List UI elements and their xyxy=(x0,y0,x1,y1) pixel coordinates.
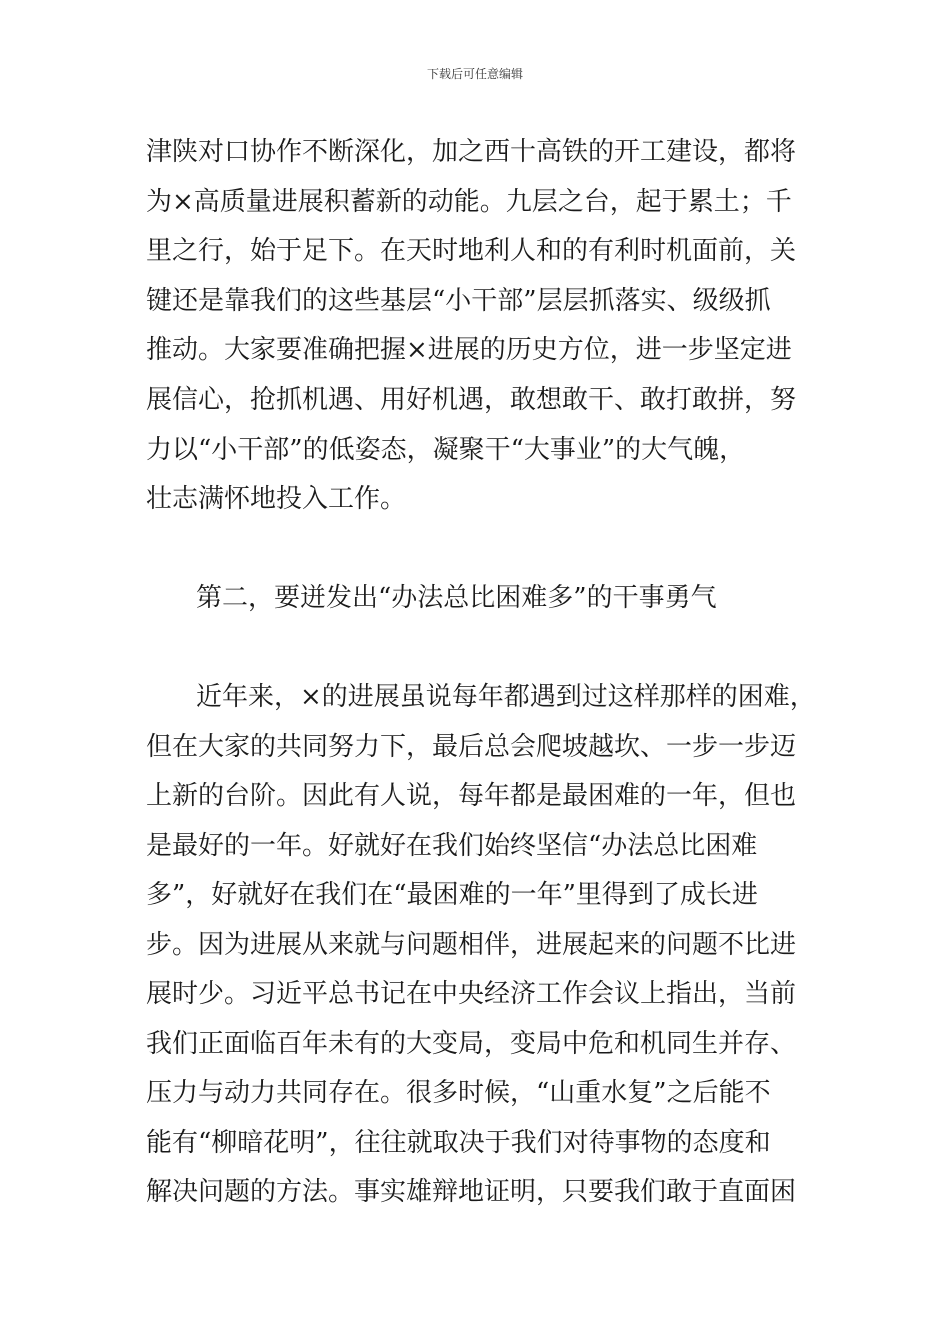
paragraph-1-line-1: 津陕对口协作不断深化，加之西十高铁的开工建设，都将 xyxy=(146,137,797,167)
page-header: 下载后可任意编辑 xyxy=(426,67,523,81)
paragraph-2-line-6: 步。因为进展从来就与问题相伴，进展起来的问题不比进 xyxy=(146,930,797,960)
paragraph-1-line-4: 键还是靠我们的这些基层“小干部”层层抓落实、级级抓 xyxy=(146,286,771,316)
paragraph-1-line-8: 壮志满怀地投入工作。 xyxy=(146,484,407,514)
paragraph-2-line-8: 我们正面临百年未有的大变局，变局中危和机同生并存、 xyxy=(146,1029,797,1059)
paragraph-2-line-10: 能有“柳暗花明”，往往就取决于我们对待事物的态度和 xyxy=(146,1128,771,1158)
section-heading: 第二，要迸发出“办法总比困难多”的干事勇气 xyxy=(196,583,717,613)
paragraph-1-line-7: 力以“小干部”的低姿态，凝聚干“大事业”的大气魄， xyxy=(146,435,746,465)
paragraph-2-line-1: 近年来，×的进展虽说每年都遇到过这样那样的困难， xyxy=(196,682,816,712)
paragraph-2-line-3: 上新的台阶。因此有人说，每年都是最困难的一年，但也 xyxy=(146,781,797,811)
paragraph-2-line-11: 解决问题的方法。事实雄辩地证明，只要我们敢于直面困 xyxy=(146,1177,797,1207)
paragraph-2-line-5: 多”，好就好在我们在“最困难的一年”里得到了成长进 xyxy=(146,880,758,910)
paragraph-1-line-6: 展信心，抢抓机遇、用好机遇，敢想敢干、敢打敢拼，努 xyxy=(146,385,797,415)
paragraph-1-line-2: 为×高质量进展积蓄新的动能。九层之台，起于累土；千 xyxy=(146,187,792,217)
paragraph-2-line-9: 压力与动力共同存在。很多时候，“山重水复”之后能不 xyxy=(146,1078,771,1108)
paragraph-2-line-2: 但在大家的共同努力下，最后总会爬坡越坎、一步一步迈 xyxy=(146,732,797,762)
paragraph-2-line-4: 是最好的一年。好就好在我们始终坚信“办法总比困难 xyxy=(146,831,758,861)
paragraph-2-line-7: 展时少。习近平总书记在中央经济工作会议上指出，当前 xyxy=(146,979,797,1009)
paragraph-1-line-3: 里之行，始于足下。在天时地利人和的有利时机面前，关 xyxy=(146,236,797,266)
paragraph-1-line-5: 推动。大家要准确把握×进展的历史方位，进一步坚定进 xyxy=(146,335,792,365)
